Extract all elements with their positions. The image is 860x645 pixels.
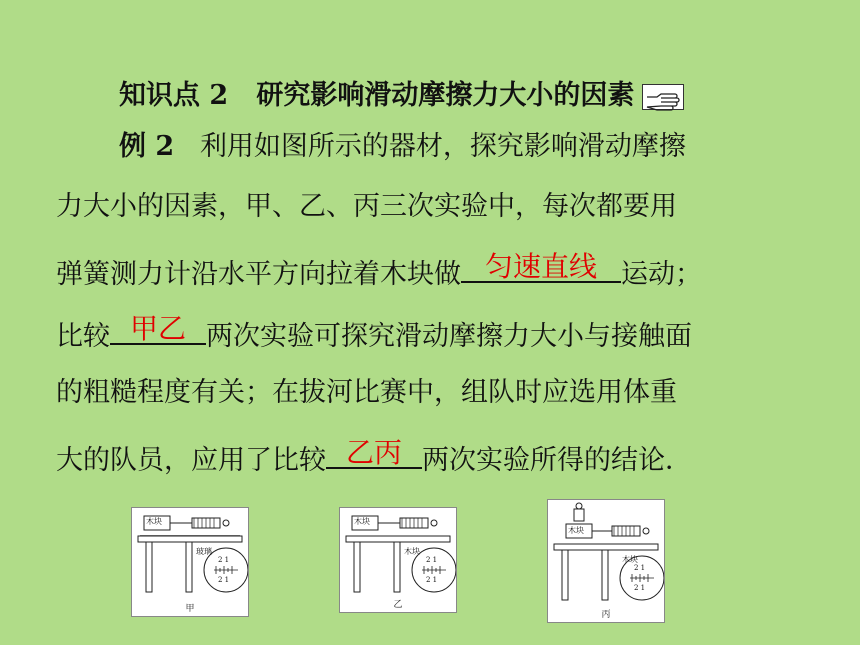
figure-bing xyxy=(547,499,665,623)
pointing-hand-icon xyxy=(642,84,684,110)
block-label-yi: 木块 xyxy=(354,517,370,526)
example-line-5 xyxy=(56,373,677,413)
example-line-6 xyxy=(56,435,692,481)
scale-top-jia: 2 1 xyxy=(218,556,230,564)
section-label: 知识点 2 xyxy=(119,80,229,111)
section-heading xyxy=(119,76,684,116)
example-line-1 xyxy=(119,127,686,167)
surface-label-yi: 木块 xyxy=(404,547,420,556)
answer-1: 匀速直线 xyxy=(484,250,597,283)
surface-label-jia: 玻璃 xyxy=(196,547,212,556)
section-title: 研究影响滑动摩擦力大小的因素 xyxy=(256,80,635,111)
example-text-5: 的粗糙程度有关；在拔河比赛中，组队时应选用体重 xyxy=(56,377,677,408)
answer-blank-3 xyxy=(326,435,422,469)
example-text-4a: 比较 xyxy=(56,321,110,352)
example-line-2 xyxy=(56,187,677,227)
example-line-3 xyxy=(56,249,702,295)
example-text-6b: 两次实验所得的结论． xyxy=(422,445,692,476)
scale-bottom-yi: 2 1 xyxy=(426,576,438,584)
answer-blank-1 xyxy=(461,249,621,283)
surface-label-bing: 木块 xyxy=(622,555,638,564)
figure-caption-yi: 乙 xyxy=(393,600,403,610)
example-text-6a: 大的队员，应用了比较 xyxy=(56,445,326,476)
answer-3: 乙丙 xyxy=(345,436,402,469)
example-line-4 xyxy=(56,311,692,357)
example-text-1: 利用如图所示的器材，探究影响滑动摩擦 xyxy=(199,131,686,162)
figure-caption-jia: 甲 xyxy=(185,604,195,614)
figure-caption-bing: 丙 xyxy=(601,610,611,620)
scale-bottom-bing: 2 1 xyxy=(634,584,646,592)
figure-yi xyxy=(339,507,457,613)
answer-blank-2 xyxy=(110,311,206,345)
example-label: 例 2 xyxy=(119,131,175,162)
answer-2: 甲乙 xyxy=(129,312,186,345)
figure-jia xyxy=(131,507,249,617)
example-text-3a: 弹簧测力计沿水平方向拉着木块做 xyxy=(56,259,461,290)
block-label-jia: 木块 xyxy=(146,517,162,526)
scale-top-yi: 2 1 xyxy=(426,556,438,564)
example-text-3b: 运动； xyxy=(621,259,702,290)
scale-top-bing: 2 1 xyxy=(634,564,646,572)
example-text-4b: 两次实验可探究滑动摩擦力大小与接触面 xyxy=(206,321,692,352)
scale-bottom-jia: 2 1 xyxy=(218,576,230,584)
block-label-bing: 木块 xyxy=(568,526,584,535)
example-text-2: 力大小的因素，甲、乙、丙三次实验中，每次都要用 xyxy=(56,191,677,222)
